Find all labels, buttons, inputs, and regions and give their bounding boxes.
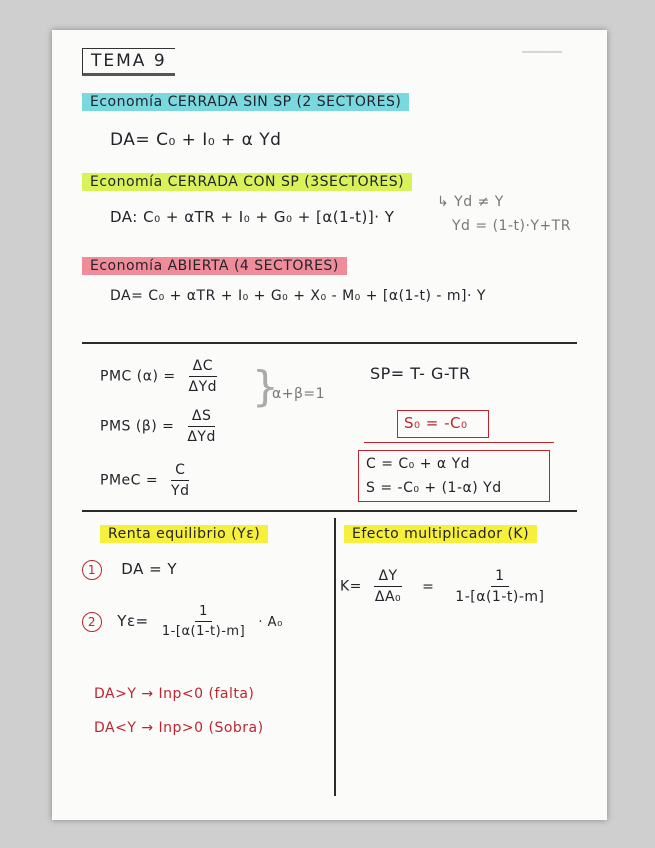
formula-da-open: DA= C₀ + αTR + I₀ + G₀ + X₀ - M₀ + [α(1-t) - m]· Y (110, 288, 486, 304)
vertical-divider (334, 518, 336, 796)
consumption-function: C = C₀ + α Yd (366, 456, 471, 472)
k-fraction (371, 568, 405, 605)
condition-excess-supply: DA<Y → Inp>0 (Sobra) (94, 720, 264, 736)
pmec-fraction (167, 462, 193, 499)
pms-label: PMS (β) = (100, 418, 175, 435)
lower-divider (82, 510, 577, 512)
ye-fraction (158, 604, 249, 639)
ye-numerator: 1 (195, 604, 212, 622)
k-rhs-fraction (451, 568, 548, 605)
step-1-text: DA = Y (121, 560, 178, 578)
yd-note-line1: ↳ Yd ≠ Y (437, 194, 504, 210)
pms-fraction (183, 408, 220, 445)
red-rule (364, 442, 554, 443)
saving-function: S = -C₀ + (1-α) Yd (366, 480, 502, 496)
multiplier-heading (344, 526, 537, 542)
highlight-lime: Economía CERRADA CON SP (3SECTORES) (82, 173, 412, 191)
alpha-beta-sum: α+β=1 (272, 386, 326, 402)
highlight-pink: Economía ABIERTA (4 SECTORES) (82, 257, 347, 275)
section-open-heading (82, 258, 347, 274)
pmec-label: PMeC = (100, 472, 159, 489)
section-closed-with-sp-heading (82, 174, 412, 190)
sp-formula: SP= T- G-TR (370, 364, 471, 383)
pms-denominator: ΔYd (187, 429, 216, 445)
k-equals: = (422, 578, 435, 595)
pmec-row (100, 462, 198, 499)
highlight-teal: Economía CERRADA SIN SP (2 SECTORES) (82, 93, 409, 111)
pmc-denominator: ΔYd (188, 379, 218, 395)
yd-note-line2: Yd = (1-t)·Y+TR (452, 218, 571, 234)
equilibrium-heading (100, 526, 268, 542)
section-closed-no-sp-heading (82, 94, 409, 110)
k-label: K= (340, 578, 362, 595)
notebook-page (52, 30, 607, 820)
formula-da-closed-with-sp: DA: C₀ + αTR + I₀ + G₀ + [α(1-t)]· Y (110, 208, 395, 226)
pmc-fraction (185, 358, 222, 395)
bleed-through-decoration: ▔▔▔▔ (522, 52, 562, 67)
s0-formula: S₀ = -C₀ (404, 414, 468, 432)
ye-label: Yε= (117, 612, 149, 630)
formula-da-closed-no-sp: DA= C₀ + I₀ + α Yd (110, 130, 282, 150)
step-1-number: 1 (82, 560, 102, 580)
pms-numerator: ΔS (188, 408, 215, 427)
condition-excess-demand: DA>Y → Inp<0 (falta) (94, 686, 255, 702)
ye-autonomous: · A₀ (258, 615, 283, 630)
multiplier-formula (340, 568, 552, 605)
page-title: TEMA 9 (82, 48, 175, 76)
k-rhs-numerator: 1 (491, 568, 508, 587)
ye-denominator: 1-[α(1-t)-m] (161, 624, 246, 639)
k-rhs-denominator: 1-[α(1-t)-m] (455, 589, 545, 605)
step-2-number: 2 (82, 612, 102, 632)
highlight-yellow: Efecto multiplicador (K) (344, 525, 537, 543)
pms-row (100, 408, 224, 445)
k-numerator: ΔY (374, 568, 401, 587)
step-1-row (82, 560, 177, 580)
pmc-numerator: ΔC (189, 358, 217, 377)
pmc-row (100, 358, 225, 395)
brace: } (252, 362, 280, 411)
pmec-numerator: C (171, 462, 189, 481)
step-2-row (82, 604, 283, 639)
k-denominator: ΔA₀ (374, 589, 402, 605)
pmec-denominator: Yd (171, 483, 190, 499)
section-divider (82, 342, 577, 344)
highlight-yellow: Renta equilibrio (Yε) (100, 525, 268, 543)
pmc-label: PMC (α) = (100, 368, 176, 385)
